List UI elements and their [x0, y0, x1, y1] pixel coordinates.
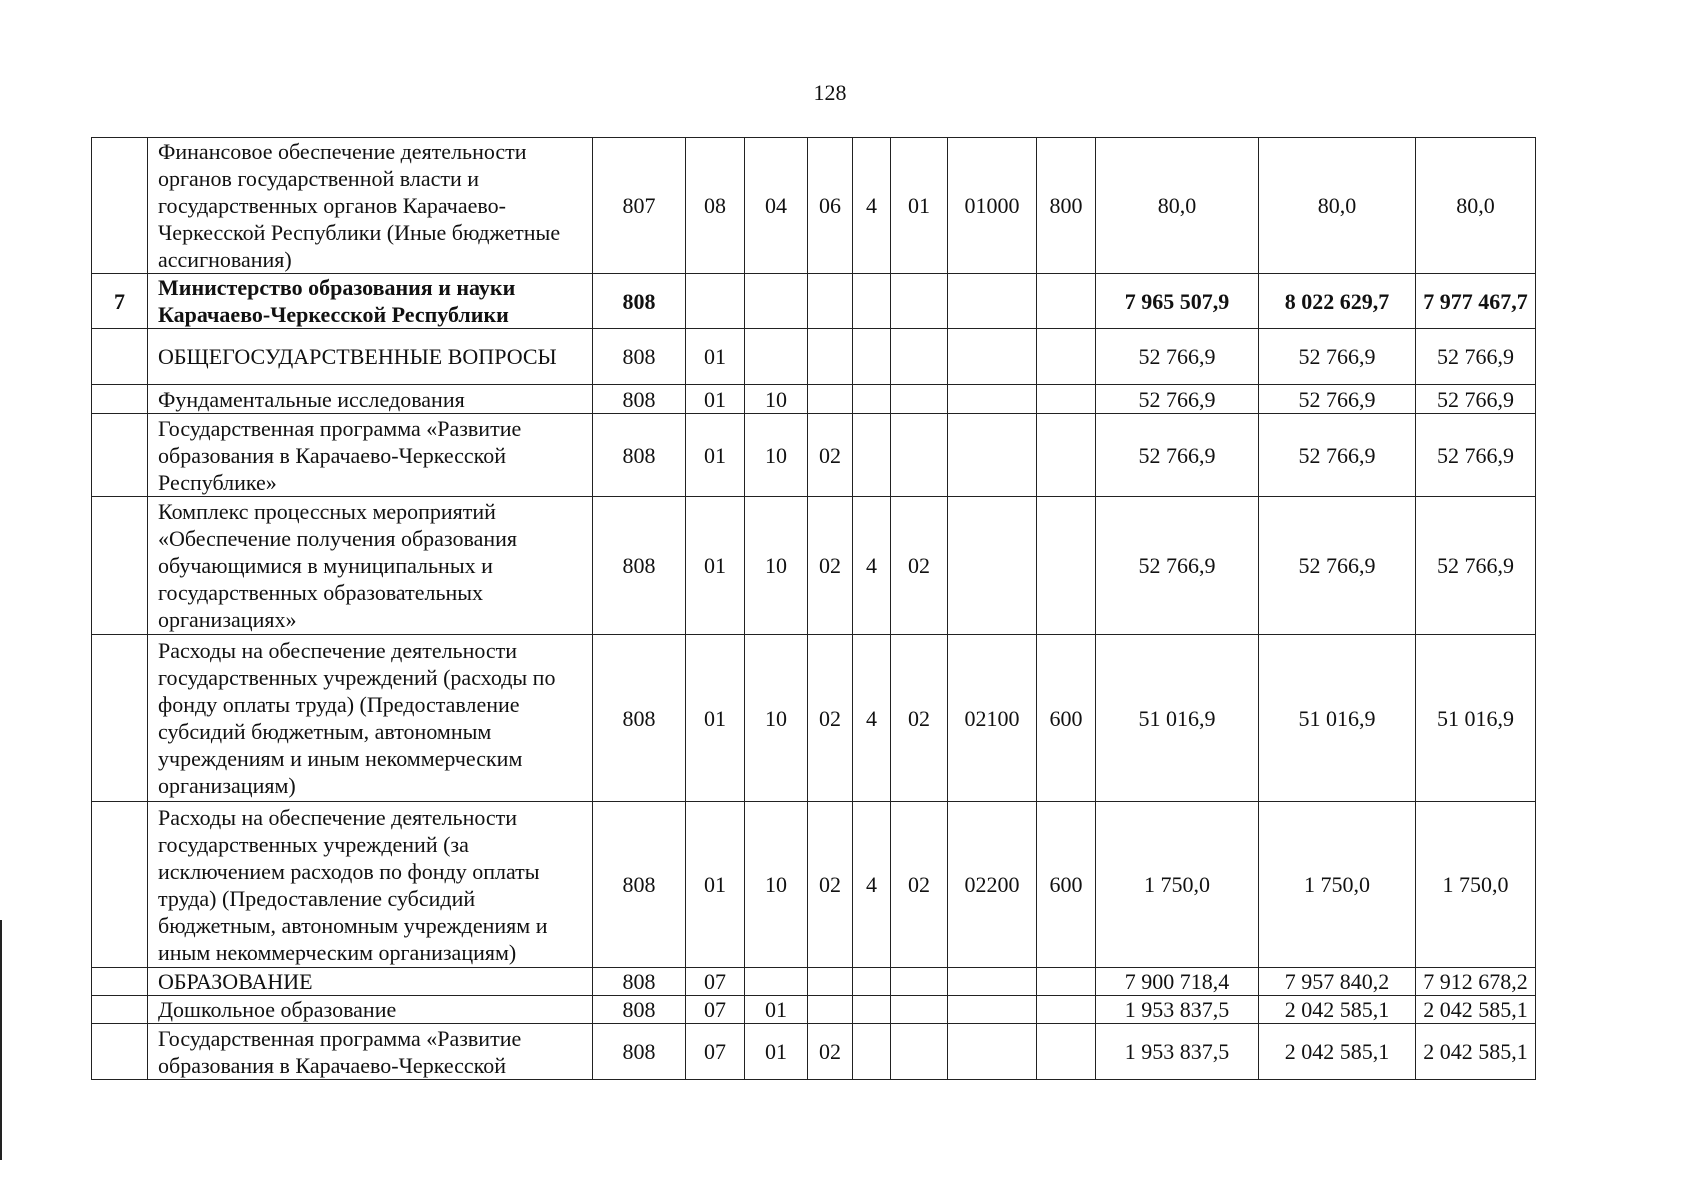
- code-expense-type-cell: [1037, 274, 1096, 329]
- item-name-cell: Расходы на обеспечение деятельности государственных учреждений (за исключением расходов по фонду оплаты труда) (Предоставление субсидий бюджетным, автономным учреждениям и иным некоммерческим организациям): [148, 802, 593, 968]
- code-direction-cell: 01000: [948, 138, 1037, 274]
- code-section-cell: 01: [686, 497, 745, 635]
- code-direction-cell: [948, 996, 1037, 1024]
- row-number-cell: [92, 497, 148, 635]
- amount-year-2-cell: 80,0: [1259, 138, 1416, 274]
- code-ministry-cell: 808: [593, 802, 686, 968]
- amount-year-1-cell: 52 766,9: [1096, 414, 1259, 497]
- amount-year-3-cell: 7 977 467,7: [1416, 274, 1536, 329]
- code-ministry-cell: 808: [593, 385, 686, 414]
- amount-year-3-cell: 52 766,9: [1416, 497, 1536, 635]
- amount-year-3-cell: 52 766,9: [1416, 414, 1536, 497]
- code-section-cell: 01: [686, 329, 745, 385]
- code-subsection-cell: 10: [745, 635, 808, 802]
- code-direction-cell: [948, 497, 1037, 635]
- code-complex-cell: 02: [891, 497, 948, 635]
- code-subsection-cell: 04: [745, 138, 808, 274]
- code-program-cell: 02: [808, 802, 853, 968]
- code-complex-cell: 01: [891, 138, 948, 274]
- code-expense-type-cell: 600: [1037, 802, 1096, 968]
- code-program-cell: [808, 968, 853, 996]
- amount-year-1-cell: 52 766,9: [1096, 497, 1259, 635]
- table-row: [92, 635, 1536, 802]
- amount-year-1-cell: 1 953 837,5: [1096, 1024, 1259, 1080]
- code-subsection-cell: 10: [745, 497, 808, 635]
- code-ministry-cell: 808: [593, 329, 686, 385]
- code-expense-type-cell: [1037, 996, 1096, 1024]
- table-row: [92, 385, 1536, 414]
- amount-year-1-cell: 52 766,9: [1096, 329, 1259, 385]
- code-program-cell: [808, 996, 853, 1024]
- code-program-cell: [808, 274, 853, 329]
- code-direction-cell: [948, 1024, 1037, 1080]
- item-name-cell: Комплекс процессных мероприятий «Обеспечение получения образования обучающимися в муниципальных и государственных образовательных организациях»: [148, 497, 593, 635]
- amount-year-2-cell: 1 750,0: [1259, 802, 1416, 968]
- code-program-type-cell: [853, 968, 891, 996]
- code-subsection-cell: [745, 329, 808, 385]
- code-subsection-cell: 10: [745, 414, 808, 497]
- code-complex-cell: 02: [891, 802, 948, 968]
- amount-year-1-cell: 52 766,9: [1096, 385, 1259, 414]
- item-name-cell: Министерство образования и науки Карачаево-Черкесской Республики: [148, 274, 593, 329]
- code-ministry-cell: 808: [593, 968, 686, 996]
- code-program-type-cell: [853, 1024, 891, 1080]
- item-name-cell: Государственная программа «Развитие образования в Карачаево-Черкесской: [148, 1024, 593, 1080]
- amount-year-2-cell: 52 766,9: [1259, 385, 1416, 414]
- code-direction-cell: [948, 385, 1037, 414]
- code-ministry-cell: 808: [593, 497, 686, 635]
- table-row: [92, 996, 1536, 1024]
- code-complex-cell: [891, 1024, 948, 1080]
- row-number-cell: [92, 635, 148, 802]
- amount-year-2-cell: 2 042 585,1: [1259, 996, 1416, 1024]
- code-program-cell: [808, 385, 853, 414]
- amount-year-1-cell: 1 953 837,5: [1096, 996, 1259, 1024]
- code-section-cell: [686, 274, 745, 329]
- amount-year-2-cell: 2 042 585,1: [1259, 1024, 1416, 1080]
- code-program-type-cell: [853, 414, 891, 497]
- code-subsection-cell: 10: [745, 385, 808, 414]
- code-section-cell: 01: [686, 802, 745, 968]
- amount-year-1-cell: 7 965 507,9: [1096, 274, 1259, 329]
- code-program-cell: 02: [808, 414, 853, 497]
- code-ministry-cell: 808: [593, 414, 686, 497]
- code-complex-cell: [891, 385, 948, 414]
- row-number-cell: [92, 996, 148, 1024]
- amount-year-3-cell: 51 016,9: [1416, 635, 1536, 802]
- amount-year-3-cell: 7 912 678,2: [1416, 968, 1536, 996]
- table-row: [92, 274, 1536, 329]
- code-section-cell: 07: [686, 1024, 745, 1080]
- code-direction-cell: [948, 968, 1037, 996]
- code-section-cell: 07: [686, 968, 745, 996]
- code-direction-cell: [948, 414, 1037, 497]
- code-subsection-cell: [745, 968, 808, 996]
- code-direction-cell: [948, 329, 1037, 385]
- scan-edge-mark: [0, 920, 2, 1160]
- table-row: [92, 329, 1536, 385]
- amount-year-2-cell: 51 016,9: [1259, 635, 1416, 802]
- code-ministry-cell: 808: [593, 274, 686, 329]
- table-row: [92, 414, 1536, 497]
- amount-year-1-cell: 1 750,0: [1096, 802, 1259, 968]
- row-number-cell: [92, 414, 148, 497]
- row-number-cell: [92, 1024, 148, 1080]
- code-expense-type-cell: [1037, 329, 1096, 385]
- code-complex-cell: 02: [891, 635, 948, 802]
- item-name-cell: Финансовое обеспечение деятельности органов государственной власти и государственных органов Карачаево-Черкесской Республики (Иные бюджетные ассигнования): [148, 138, 593, 274]
- code-section-cell: 01: [686, 385, 745, 414]
- code-expense-type-cell: [1037, 968, 1096, 996]
- amount-year-1-cell: 7 900 718,4: [1096, 968, 1259, 996]
- code-direction-cell: 02100: [948, 635, 1037, 802]
- code-expense-type-cell: [1037, 497, 1096, 635]
- code-complex-cell: [891, 414, 948, 497]
- table-row: [92, 138, 1536, 274]
- table-row: [92, 802, 1536, 968]
- code-expense-type-cell: 600: [1037, 635, 1096, 802]
- code-subsection-cell: 10: [745, 802, 808, 968]
- code-program-cell: 02: [808, 635, 853, 802]
- budget-table: [91, 137, 1536, 1080]
- row-number-cell: [92, 138, 148, 274]
- code-program-type-cell: [853, 329, 891, 385]
- amount-year-2-cell: 52 766,9: [1259, 414, 1416, 497]
- item-name-cell: Дошкольное образование: [148, 996, 593, 1024]
- row-number-cell: 7: [92, 274, 148, 329]
- amount-year-1-cell: 51 016,9: [1096, 635, 1259, 802]
- code-program-type-cell: [853, 274, 891, 329]
- item-name-cell: Фундаментальные исследования: [148, 385, 593, 414]
- code-direction-cell: [948, 274, 1037, 329]
- table-row: [92, 968, 1536, 996]
- code-program-type-cell: 4: [853, 497, 891, 635]
- code-section-cell: 07: [686, 996, 745, 1024]
- code-program-cell: 02: [808, 497, 853, 635]
- code-program-type-cell: [853, 996, 891, 1024]
- code-complex-cell: [891, 329, 948, 385]
- amount-year-3-cell: 52 766,9: [1416, 385, 1536, 414]
- code-program-cell: 02: [808, 1024, 853, 1080]
- row-number-cell: [92, 329, 148, 385]
- code-subsection-cell: 01: [745, 996, 808, 1024]
- code-program-cell: 06: [808, 138, 853, 274]
- code-expense-type-cell: [1037, 1024, 1096, 1080]
- item-name-cell: ОБЩЕГОСУДАРСТВЕННЫЕ ВОПРОСЫ: [148, 329, 593, 385]
- budget-table-body: [92, 138, 1536, 1080]
- code-program-cell: [808, 329, 853, 385]
- item-name-cell: ОБРАЗОВАНИЕ: [148, 968, 593, 996]
- code-ministry-cell: 808: [593, 1024, 686, 1080]
- table-row: [92, 497, 1536, 635]
- code-complex-cell: [891, 968, 948, 996]
- code-subsection-cell: 01: [745, 1024, 808, 1080]
- code-ministry-cell: 808: [593, 635, 686, 802]
- row-number-cell: [92, 385, 148, 414]
- amount-year-2-cell: 8 022 629,7: [1259, 274, 1416, 329]
- code-expense-type-cell: [1037, 414, 1096, 497]
- amount-year-3-cell: 2 042 585,1: [1416, 996, 1536, 1024]
- amount-year-2-cell: 52 766,9: [1259, 329, 1416, 385]
- code-ministry-cell: 808: [593, 996, 686, 1024]
- code-subsection-cell: [745, 274, 808, 329]
- amount-year-3-cell: 2 042 585,1: [1416, 1024, 1536, 1080]
- code-complex-cell: [891, 274, 948, 329]
- amount-year-2-cell: 7 957 840,2: [1259, 968, 1416, 996]
- amount-year-1-cell: 80,0: [1096, 138, 1259, 274]
- code-section-cell: 01: [686, 414, 745, 497]
- code-complex-cell: [891, 996, 948, 1024]
- amount-year-3-cell: 1 750,0: [1416, 802, 1536, 968]
- code-section-cell: 08: [686, 138, 745, 274]
- code-program-type-cell: 4: [853, 635, 891, 802]
- code-expense-type-cell: [1037, 385, 1096, 414]
- table-row: [92, 1024, 1536, 1080]
- code-program-type-cell: 4: [853, 802, 891, 968]
- item-name-cell: Государственная программа «Развитие образования в Карачаево-Черкесской Республике»: [148, 414, 593, 497]
- row-number-cell: [92, 802, 148, 968]
- page-number: 128: [813, 80, 847, 105]
- code-program-type-cell: 4: [853, 138, 891, 274]
- amount-year-2-cell: 52 766,9: [1259, 497, 1416, 635]
- amount-year-3-cell: 80,0: [1416, 138, 1536, 274]
- item-name-cell: Расходы на обеспечение деятельности государственных учреждений (расходы по фонду оплаты труда) (Предоставление субсидий бюджетным, автономным учреждениям и иным некоммерческим организациям): [148, 635, 593, 802]
- code-ministry-cell: 807: [593, 138, 686, 274]
- code-section-cell: 01: [686, 635, 745, 802]
- code-program-type-cell: [853, 385, 891, 414]
- code-expense-type-cell: 800: [1037, 138, 1096, 274]
- code-direction-cell: 02200: [948, 802, 1037, 968]
- row-number-cell: [92, 968, 148, 996]
- amount-year-3-cell: 52 766,9: [1416, 329, 1536, 385]
